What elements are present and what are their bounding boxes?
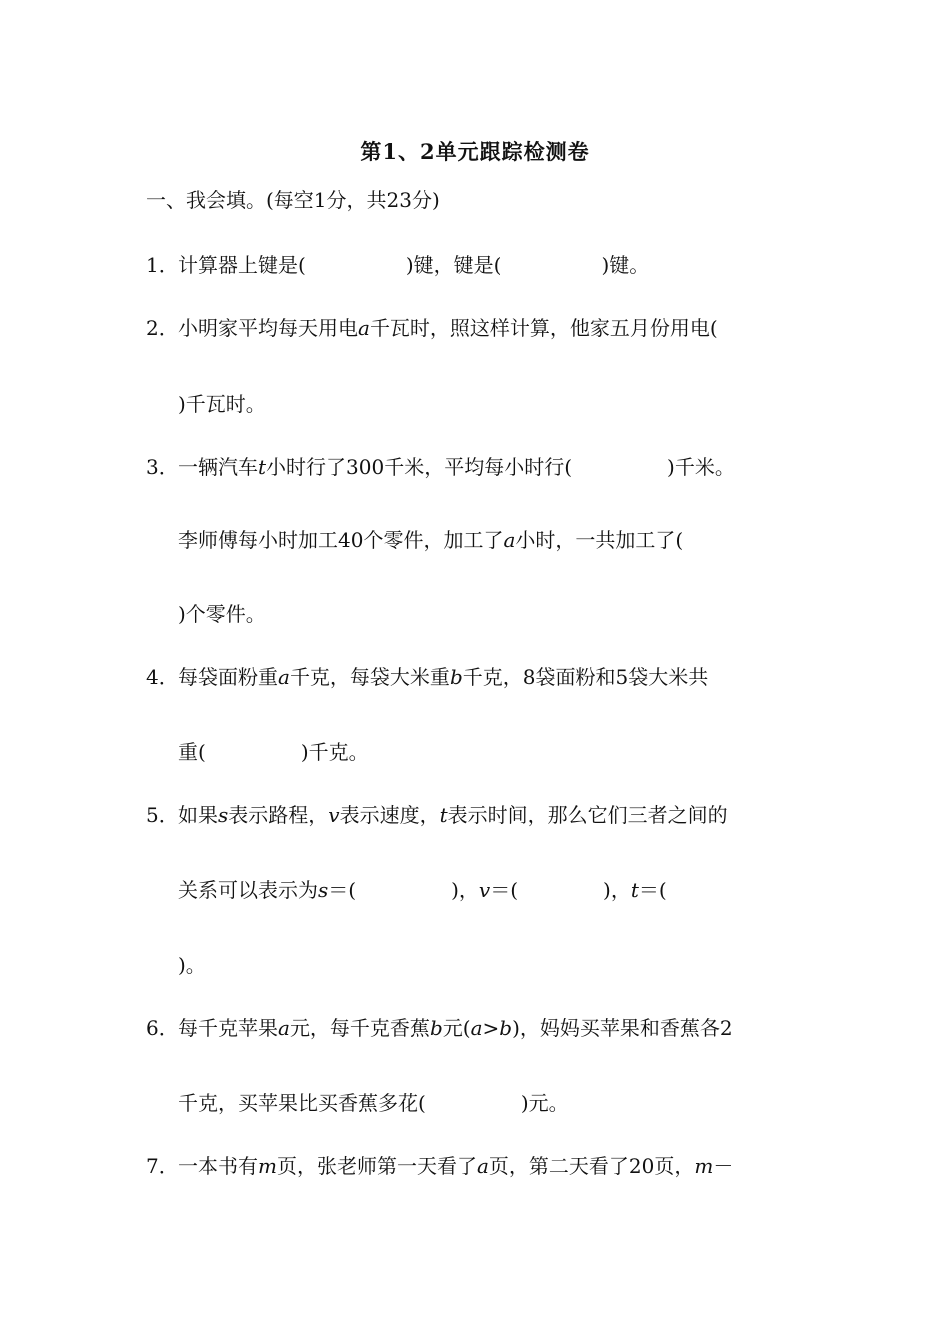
question-number: 5． — [146, 803, 179, 827]
question-number: 4． — [146, 665, 179, 689]
question-text: 一辆汽车t小时行了300千米，平均每小时行( )千米。 — [178, 455, 735, 479]
question-number: 1． — [146, 253, 179, 277]
page-title: 第1、2单元跟踪检测卷 — [360, 139, 590, 164]
question-text: 一本书有m页，张老师第一天看了a页，第二天看了20页，m－ — [178, 1154, 734, 1178]
section-heading: 一、我会填。(每空1分，共23分) — [146, 188, 440, 212]
question-text: 每袋面粉重a千克，每袋大米重b千克，8袋面粉和5袋大米共 — [178, 665, 709, 689]
question-text: 小明家平均每天用电a千瓦时，照这样计算，他家五月份用电( — [178, 316, 718, 340]
question-text: 李师傅每小时加工40个零件，加工了a小时，一共加工了( — [178, 528, 684, 552]
question-text: 计算器上键是( )键，键是( )键。 — [178, 253, 650, 277]
question-number: 7． — [146, 1154, 179, 1178]
question-text: 如果s表示路程，v表示速度，t表示时间，那么它们三者之间的 — [178, 803, 728, 827]
question-number: 3． — [146, 455, 179, 479]
question-text: )千瓦时。 — [178, 392, 266, 416]
question-number: 6． — [146, 1016, 179, 1040]
question-text: )个零件。 — [178, 602, 266, 626]
question-text: 千克，买苹果比买香蕉多花( )元。 — [178, 1091, 569, 1115]
question-text: 重( )千克。 — [178, 740, 369, 764]
question-number: 2． — [146, 316, 179, 340]
question-text: 关系可以表示为s＝( )，v＝( )，t＝( — [178, 878, 667, 902]
question-text: )。 — [178, 953, 206, 977]
question-text: 每千克苹果a元，每千克香蕉b元(a>b)，妈妈买苹果和香蕉各2 — [178, 1016, 733, 1040]
